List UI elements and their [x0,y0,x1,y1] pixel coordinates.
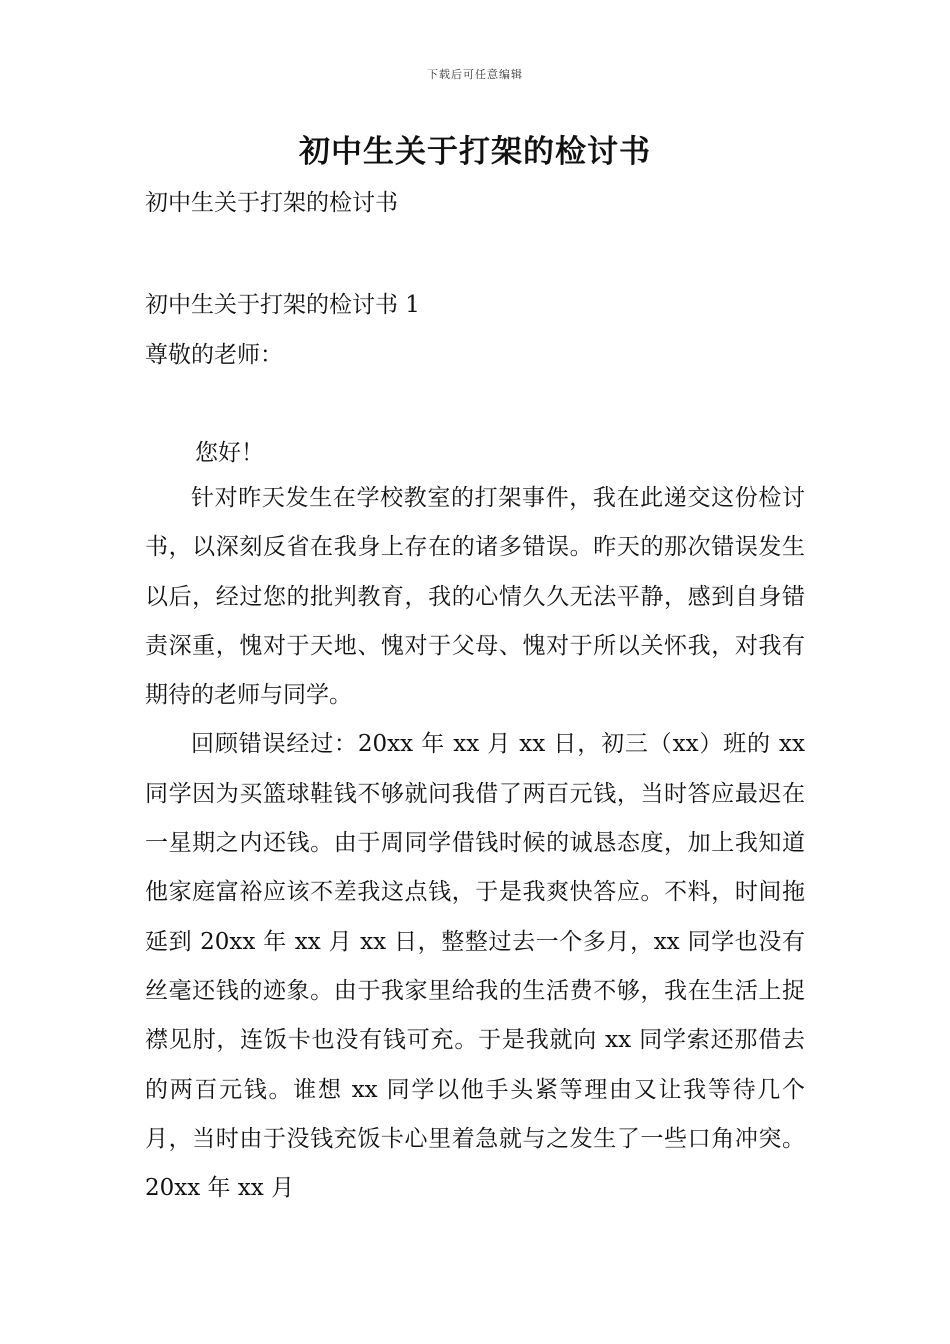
header-note: 下载后可任意编辑 [427,68,523,81]
document-title: 初中生关于打架的检讨书 [299,134,651,170]
paragraph: 针对昨天发生在学校教室的打架事件，我在此递交这份检讨书，以深刻反省在我身上存在的诸多错误。昨天的那次错误发生以后，经过您的批判教育，我的心情久久无法平静，感到自身错责深重，愧对于天地、愧对于父母、愧对于所以关怀我，对我有期待的老师与同学。 [145,485,805,709]
salutation: 尊敬的老师： [145,342,283,368]
greeting: 您好！ [195,440,264,466]
section-heading: 初中生关于打架的检讨书 1 [145,292,420,318]
body-text [145,474,805,1213]
document-subtitle: 初中生关于打架的检讨书 [145,190,398,216]
paragraph: 回顾错误经过：20xx 年 xx 月 xx 日，初三（xx）班的 xx 同学因为买篮球鞋钱不够就问我借了两百元钱，当时答应最迟在一星期之内还钱。由于周同学借钱时候的诚恳态度，加上我知道他家庭富裕应该不差我这点钱，于是我爽快答应。不料，时间拖延到 20xx 年 xx 月 xx 日，整整过去一个多月，xx 同学也没有丝毫还钱的迹象。由于我家里给我的生活费不够，我在生活上捉襟见肘，连饭卡也没有钱可充。于是我就向 xx 同学索还那借去的两百元钱。谁想 xx 同学以他手头紧等理由又让我等待几个月，当时由于没钱充饭卡心里着急就与之发生了一些口角冲突。20xx 年 xx 月 [145,731,805,1202]
